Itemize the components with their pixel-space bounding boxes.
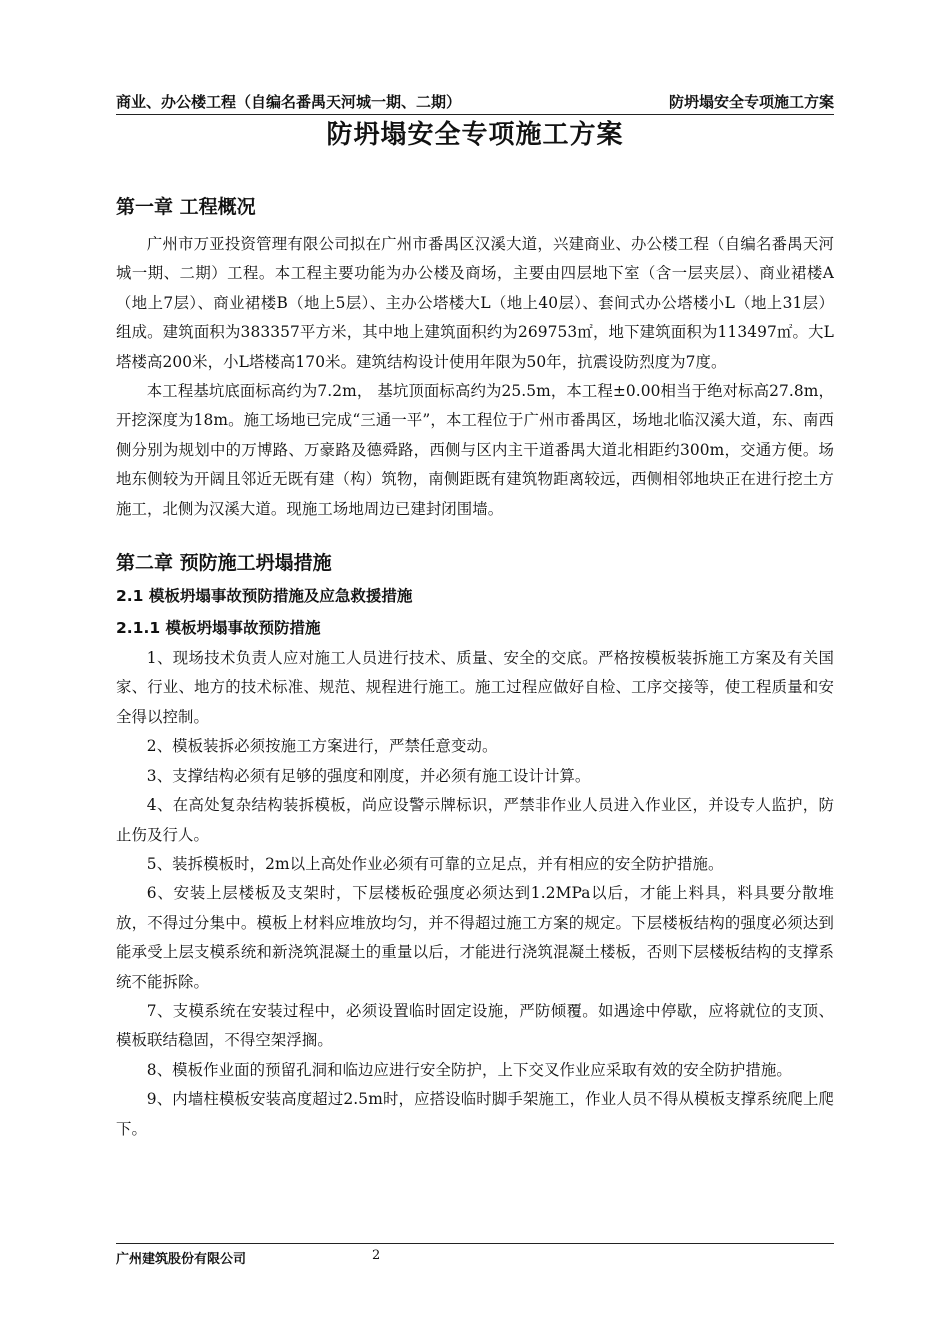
measure-item: 3、支撑结构必须有足够的强度和刚度，并必须有施工设计计算。 [146,766,591,785]
measure-item: 4、在高处复杂结构装拆模板，尚应设警示牌标识，严禁非作业人员进入作业区，并设专人监护，防止伤及行人。 [116,796,834,844]
chapter-1-heading: 第一章 工程概况 [116,196,256,218]
document-body [116,190,834,1144]
header-document-name: 防坍塌安全专项施工方案 [668,93,834,111]
footer-divider [116,1243,834,1244]
measure-item: 6、安装上层楼板及支架时，下层楼板砼强度必须达到1.2MPa以后，才能上料具，料具要分散堆放，不得过分集中。模板上材料应堆放均匀，并不得超过施工方案的规定。下层楼板结构的强度必须达到能承受上层支模系统和新浇筑混凝土的重量以后，才能进行浇筑混凝土楼板，否则下层楼板结构的支撑系统不能拆除。 [116,884,834,991]
chapter-2-heading: 第二章 预防施工坍塌措施 [116,552,332,575]
footer-company-name: 广州建筑股份有限公司 [116,1252,247,1267]
measure-item: 9、内墙柱模板安装高度超过2.5m时，应搭设临时脚手架施工，作业人员不得从模板支撑系统爬上爬下。 [116,1090,834,1138]
section-2-1-heading: 2.1 模板坍塌事故预防措施及应急救援措施 [116,587,413,606]
subsection-2-1-1-heading: 2.1.1 模板坍塌事故预防措施 [116,619,321,638]
document-title: 防坍塌安全专项施工方案 [326,120,624,150]
header-project-name: 商业、办公楼工程（自编名番禺天河城一期、二期） [116,93,462,111]
chapter-1-paragraph: 广州市万亚投资管理有限公司拟在广州市番禺区汉溪大道，兴建商业、办公楼工程（自编名番禺天河城一期、二期）工程。本工程主要功能为办公楼及商场，主要由四层地下室（含一层夹层）、商业裙楼A（地上7层）、商业裙楼B（地上5层）、主办公塔楼大L（地上40层）、套间式办公塔楼小L（地上31层）组成。建筑面积为383357平方米，其中地上建筑面积约为269753㎡，地下建筑面积为113497㎡。大L塔楼高200米，小L塔楼高170米。建筑结构设计使用年限为50年，抗震设防烈度为7度。 [116,235,834,371]
chapter-1-paragraph: 本工程基坑底面标高约为7.2m， 基坑顶面标高约为25.5m，本工程±0.00相当于绝对标高27.8m，开挖深度为18m。施工场地已完成“三通一平”，本工程位于广州市番禺区，场地北临汉溪大道，东、南西侧分别为规划中的万博路、万豪路及德舜路，西侧与区内主干道番禺大道北相距约300m，交通方便。场地东侧较为开阔且邻近无既有建（构）筑物，南侧距既有建筑物距离较远，西侧相邻地块正在进行挖土方施工，北侧为汉溪大道。现施工场地周边已建封闭围墙。 [116,382,834,518]
measure-item: 7、支模系统在安装过程中，必须设置临时固定设施，严防倾覆。如遇途中停歇，应将就位的支顶、模板联结稳固，不得空架浮搁。 [116,1001,834,1050]
page-header [116,86,834,115]
measure-item: 1、现场技术负责人应对施工人员进行技术、质量、安全的交底。严格按模板装拆施工方案及有关国家、行业、地方的技术标准、规范、规程进行施工。施工过程应做好自检、工序交接等，使工程质量和安全得以控制。 [116,649,834,726]
measure-item: 8、模板作业面的预留孔洞和临边应进行安全防护，上下交叉作业应采取有效的安全防护措施。 [146,1060,792,1079]
measure-item: 2、模板装拆必须按施工方案进行，严禁任意变动。 [146,737,498,756]
measure-item: 5、装拆模板时，2m以上高处作业必须有可靠的立足点，并有相应的安全防护措施。 [146,854,724,873]
page-number: 2 [372,1248,381,1263]
